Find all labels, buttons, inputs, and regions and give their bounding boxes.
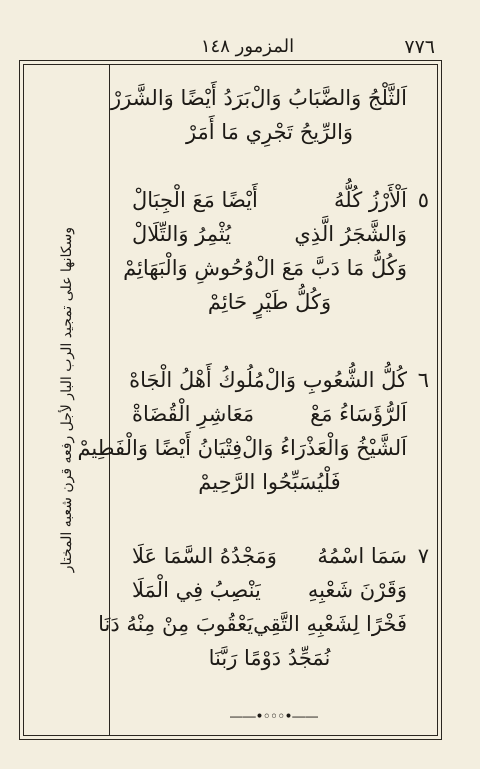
hemistich-first: وَالرِّيحُ تَجْرِي مَا أَمَرْ bbox=[185, 120, 354, 144]
hemistich-first: فَلْيُسَبِّحُوا الرَّحِيمْ bbox=[198, 470, 341, 494]
page-number: ٧٧٦ bbox=[404, 36, 435, 58]
verse-number: ٧ bbox=[417, 544, 429, 568]
verse-line bbox=[110, 285, 437, 319]
verse-line bbox=[110, 115, 437, 149]
verse-line bbox=[77, 431, 437, 465]
hemistich-second: فِتْيَانُ أَيْضًا وَالْفَطِيمْ bbox=[77, 436, 243, 460]
hemistich-first: وَالشَّجَرُ الَّذِي bbox=[294, 222, 407, 246]
side-note-text: وسكانها على تمجيد الرب البار لأجل رفعه قرن شعبه المختار bbox=[58, 227, 75, 573]
stanza-5 bbox=[110, 183, 437, 319]
hemistich-first: وَكُلُّ طَيْرٍ حَائِمْ bbox=[207, 290, 332, 314]
verse-line bbox=[110, 251, 437, 285]
hemistich-first: فَخْرًا لِشَعْبِهِ التَّقِي bbox=[253, 612, 407, 636]
side-note bbox=[24, 65, 109, 735]
verse-line bbox=[110, 183, 437, 217]
hemistich-second: وَمَجْدُهُ السَّمَا عَلَا bbox=[132, 544, 277, 568]
running-title: المزمور ١٤٨ bbox=[200, 36, 295, 57]
hemistich-second: بَرَدُ أَيْضًا وَالشَّرَرْ bbox=[110, 86, 251, 110]
hemistich-second: يَعْقُوبَ مِنْ مِنْهُ دَنَا bbox=[98, 612, 254, 636]
hemistich-first: نُمَجِّدُ دَوْمًا رَبَّنَا bbox=[208, 646, 331, 670]
verse-line bbox=[110, 81, 437, 115]
hemistich-second: يُثْمِرُ وَالتِّلَالْ bbox=[132, 222, 232, 246]
hemistich-first: وَقَرْنَ شَعْبِهِ bbox=[307, 578, 407, 602]
verse-line bbox=[110, 397, 437, 431]
stanza-6 bbox=[77, 363, 437, 499]
verse-line bbox=[110, 363, 437, 397]
verse-line bbox=[110, 573, 437, 607]
hemistich-first: اَلْأَرْزُ كُلُّهُ bbox=[334, 188, 407, 212]
verse-line bbox=[110, 539, 437, 573]
hemistich-first: اَلثَّلْجُ وَالضَّبَابُ وَالْ bbox=[250, 86, 407, 110]
page-header bbox=[60, 36, 435, 62]
hemistich-first: سَمَا اسْمُهُ bbox=[317, 544, 407, 568]
verse-line bbox=[98, 607, 437, 641]
verse-number: ٥ bbox=[417, 188, 429, 212]
hemistich-second: أَيْضًا مَعَ الْجِبَالْ bbox=[132, 188, 258, 212]
stanza-7 bbox=[98, 539, 437, 675]
page-frame bbox=[23, 64, 438, 736]
hemistich-first: اَلشَّيْخُ وَالْعَذْرَاءُ وَالْ bbox=[242, 436, 407, 460]
verse-number: ٦ bbox=[417, 368, 429, 392]
hemistich-second: وُحُوشِ وَالْبَهَائِمْ bbox=[123, 256, 254, 280]
stanza bbox=[110, 81, 437, 149]
hemistich-second: مَعَاشِرِ الْقُضَاةْ bbox=[132, 402, 255, 426]
hemistich-second: يَنْصِبُ فِي الْمَلَا bbox=[132, 578, 261, 602]
hemistich-first: وَكُلُّ مَا دَبَّ مَعَ الْ bbox=[253, 256, 407, 280]
verse-line bbox=[110, 641, 437, 675]
hemistich-second: مُلُوكُ أَهْلُ الْجَاهْ bbox=[129, 368, 265, 392]
hemistich-first: اَلرُّؤَسَاءُ مَعْ bbox=[310, 402, 407, 426]
closing-ornament: ——•◦◦◦•—— bbox=[229, 709, 318, 725]
verse-line bbox=[110, 217, 437, 251]
hemistich-first: كُلُّ الشُّعُوبِ وَالْ bbox=[264, 368, 407, 392]
verse-line bbox=[110, 465, 437, 499]
